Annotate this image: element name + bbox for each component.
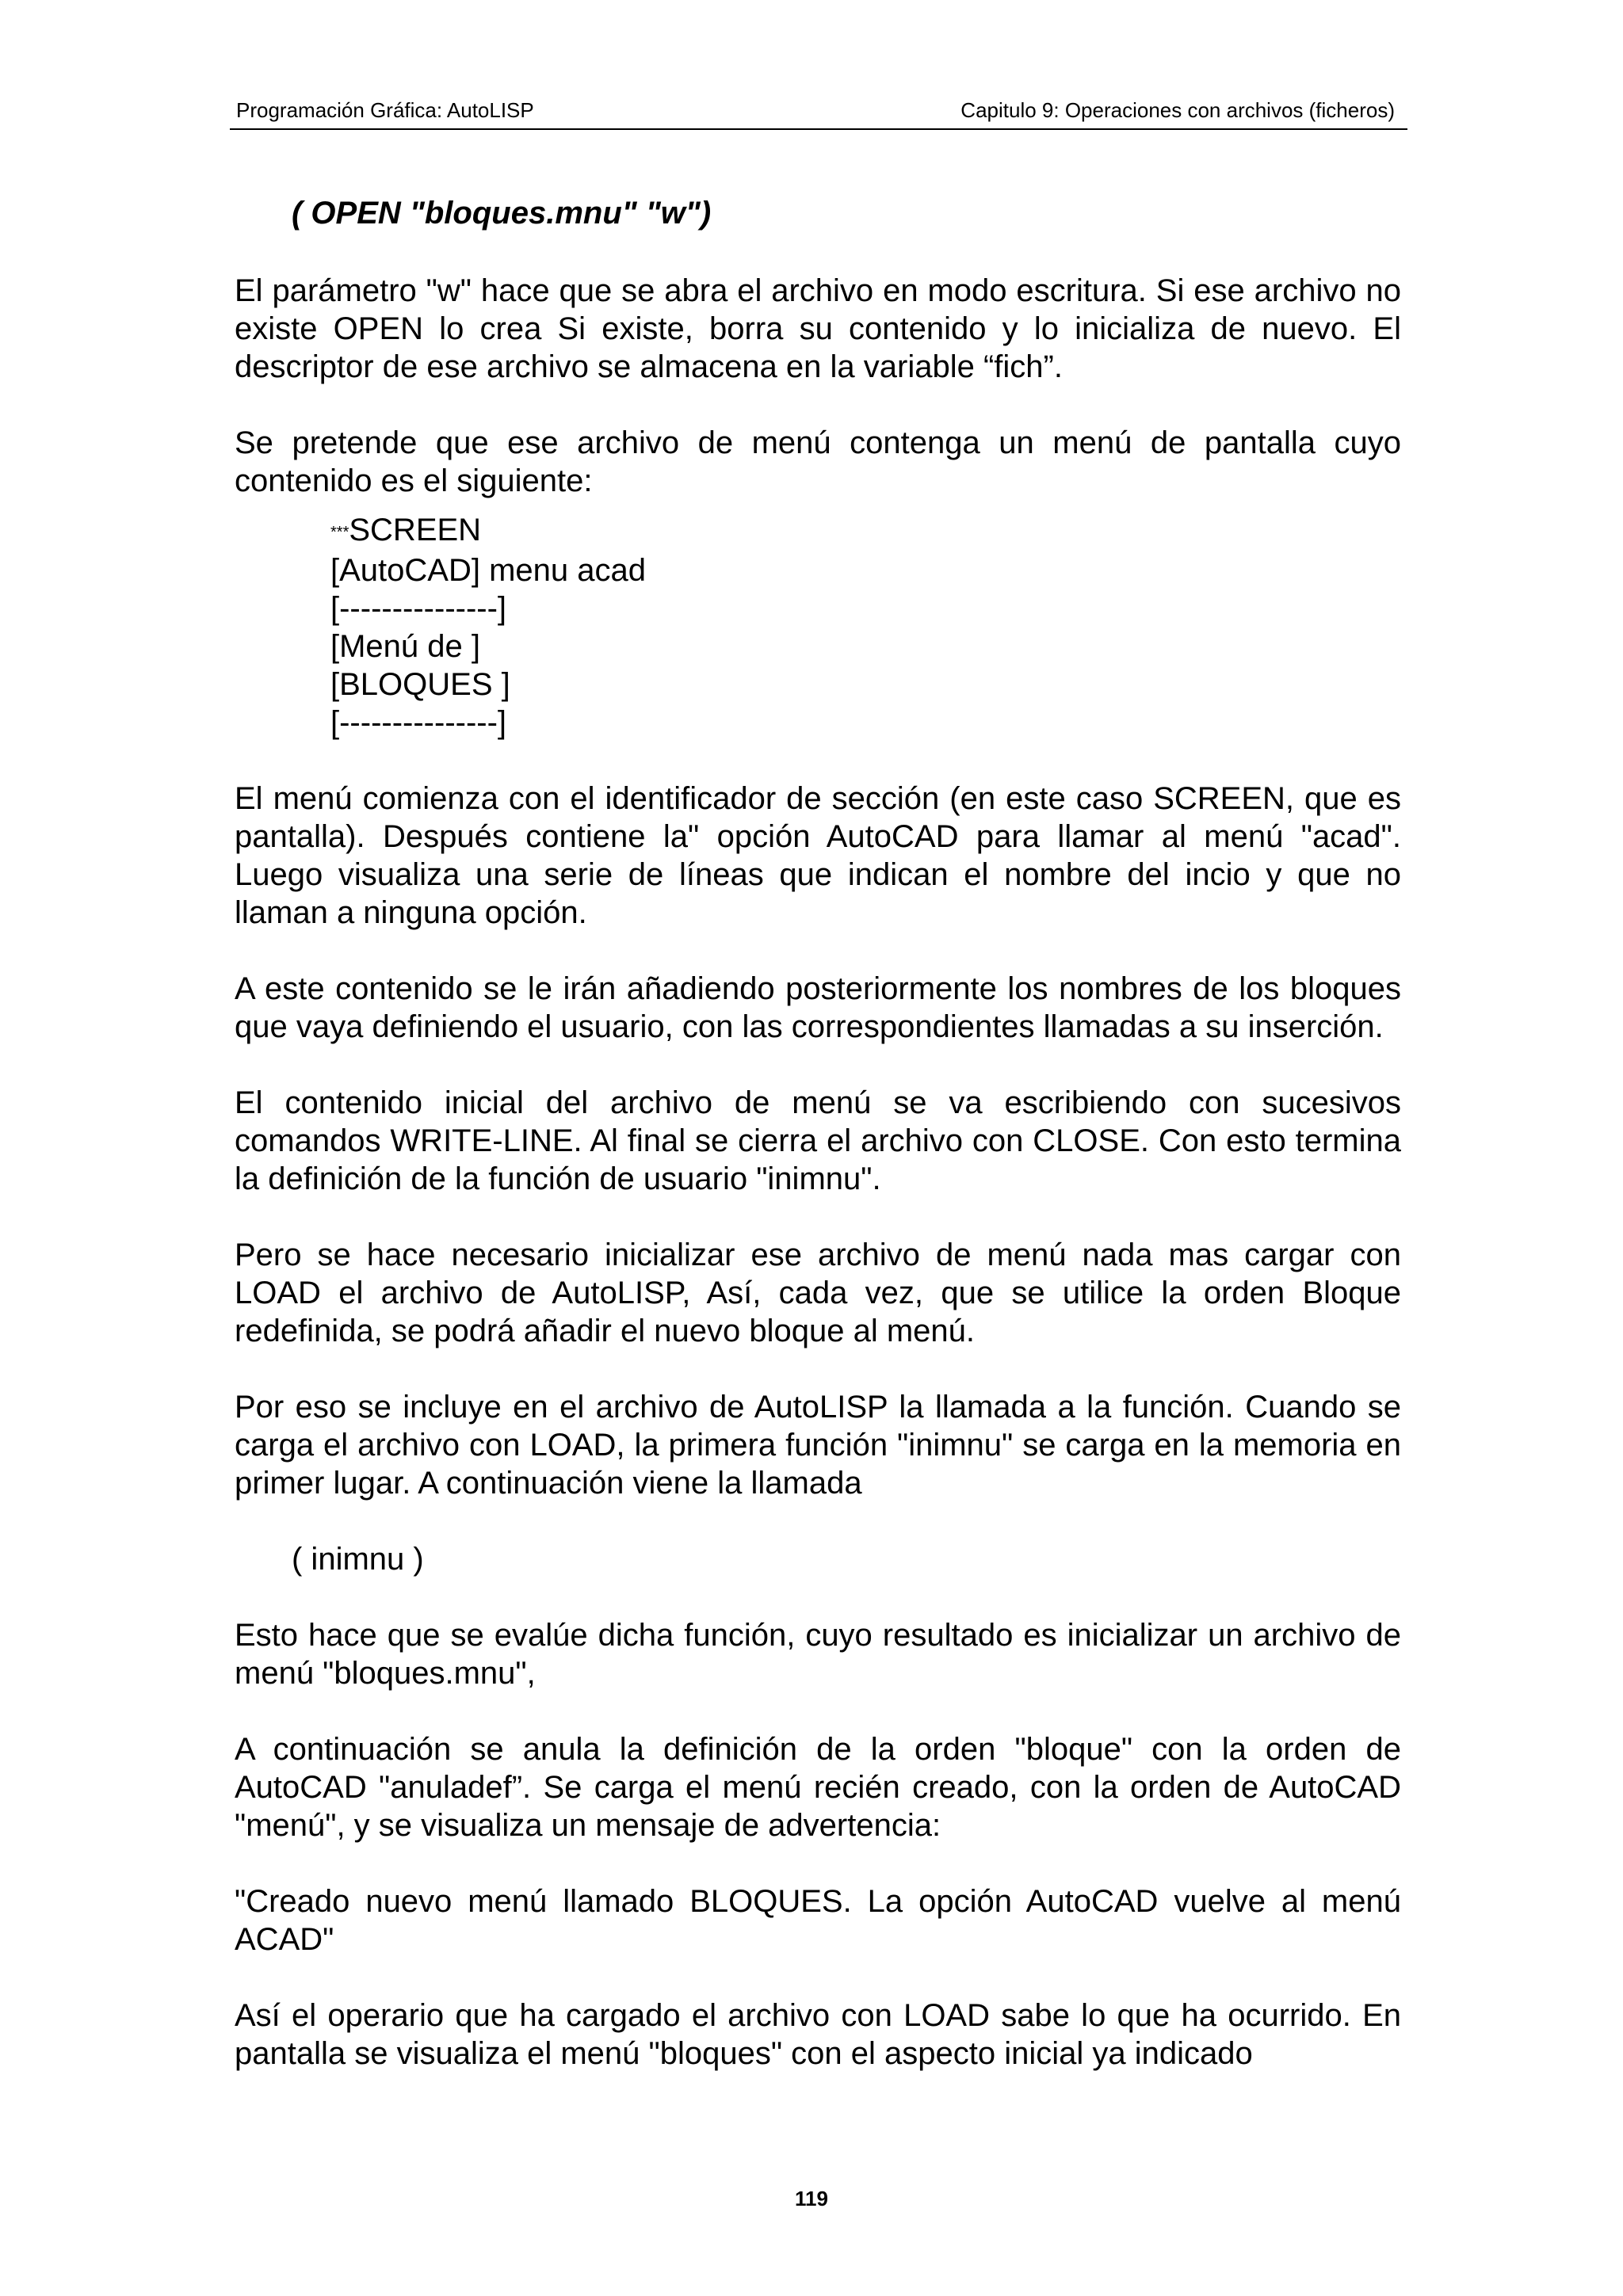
menu-stars: *** — [330, 524, 349, 541]
header-chapter-title: Capitulo 9: Operaciones con archivos (ficheros) — [960, 98, 1395, 122]
code-call-inimnu: ( inimnu ) — [292, 1542, 424, 1577]
paragraph: A continuación se anula la definición de la orden "bloque" con la orden de AutoCAD "anuladef”. Se carga el menú recién creado, con la orden de AutoCAD "menú", y se visualiza un mensaje de advertencia: — [235, 1732, 1401, 1843]
paragraph: Por eso se incluye en el archivo de AutoLISP la llamada a la función. Cuando se carga el archivo con LOAD, la primera función "inimnu" se carga en la memoria en primer lugar. A continuación viene la llamada — [235, 1390, 1401, 1501]
menu-line: [AutoCAD] menu acad — [330, 553, 646, 588]
menu-line: [BLOQUES ] — [330, 667, 510, 702]
paragraph: El parámetro "w" hace que se abra el archivo en modo escritura. Si ese archivo no existe OPEN lo crea Si existe, borra su contenido y lo inicializa de nuevo. El descriptor de ese archivo se almacena en la variable “fich”. — [235, 273, 1401, 384]
page-header — [230, 97, 1407, 130]
menu-line: [---------------] — [330, 705, 507, 740]
paragraph: El menú comienza con el identificador de sección (en este caso SCREEN, que es pantalla). Después contiene la" opción AutoCAD para llamar al menú "acad". Luego visualiza una serie de líneas que indican el nombre del incio y que no llaman a ninguna opción. — [235, 781, 1401, 930]
paragraph: A este contenido se le irán añadiendo posteriormente los nombres de los bloques que vaya definiendo el usuario, con las correspondientes llamadas a su inserción. — [235, 971, 1401, 1044]
paragraph: El contenido inicial del archivo de menú se va escribiendo con sucesivos comandos WRITE-LINE. Al final se cierra el archivo con CLOSE. Con esto termina la definición de la función de usuario "inimnu". — [235, 1085, 1401, 1196]
menu-line — [330, 511, 1401, 551]
paragraph: Así el operario que ha cargado el archivo con LOAD sabe lo que ha ocurrido. En pantalla se visualiza el menú "bloques" con el aspecto inicial ya indicado — [235, 1998, 1401, 2071]
paragraph: Esto hace que se evalúe dicha función, cuyo resultado es inicializar un archivo de menú "bloques.mnu", — [235, 1618, 1401, 1691]
page-number: 119 — [795, 2187, 828, 2210]
menu-listing — [330, 511, 1401, 742]
paragraph: "Creado nuevo menú llamado BLOQUES. La opción AutoCAD vuelve al menú ACAD" — [235, 1884, 1401, 1957]
paragraph: Pero se hace necesario inicializar ese archivo de menú nada mas cargar con LOAD el archivo de AutoLISP, Así, cada vez, que se utilice la orden Bloque redefinida, se podrá añadir el nuevo bloque al menú. — [235, 1238, 1401, 1348]
code-open-statement: ( OPEN "bloques.mnu" "w") — [292, 196, 712, 231]
page-body — [235, 194, 1401, 2111]
menu-line: [Menú de ] — [330, 629, 481, 664]
header-book-title: Programación Gráfica: AutoLISP — [236, 98, 534, 122]
menu-line: [---------------] — [330, 591, 507, 626]
menu-line-text: SCREEN — [349, 513, 482, 547]
paragraph: Se pretende que ese archivo de menú contenga un menú de pantalla cuyo contenido es el siguiente: — [235, 425, 1401, 498]
